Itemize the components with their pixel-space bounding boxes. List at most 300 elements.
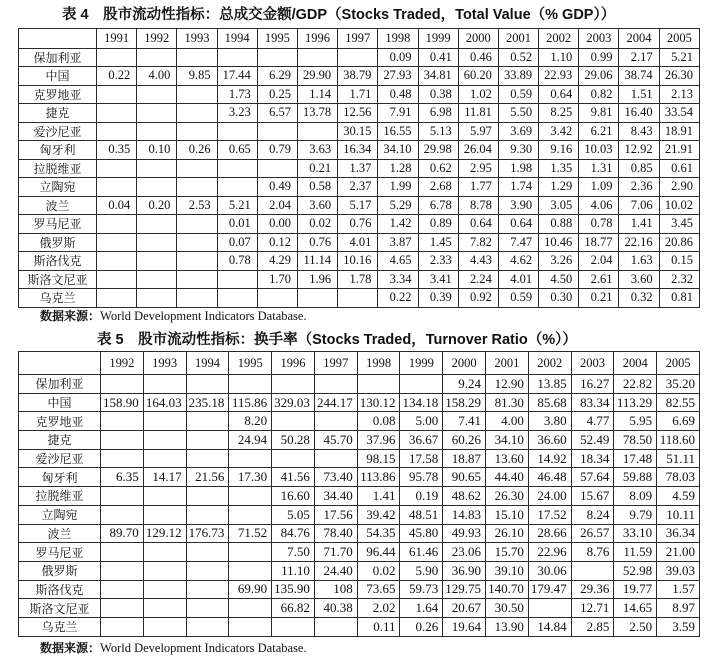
table-row <box>19 617 700 636</box>
table-cell: 57.64 <box>571 468 614 487</box>
table-cell: 8.24 <box>571 505 614 524</box>
table-cell <box>101 431 144 450</box>
table-cell: 4.00 <box>137 67 177 86</box>
table-cell <box>137 178 177 197</box>
table-cell: 10.11 <box>657 505 700 524</box>
table-cell: 1.74 <box>498 178 538 197</box>
table-cell: 158.29 <box>443 393 486 412</box>
year-header: 1992 <box>137 29 177 49</box>
year-header: 1993 <box>177 29 217 49</box>
country-label: 乌克兰 <box>19 289 97 308</box>
table-row <box>19 85 700 104</box>
table-cell: 26.30 <box>659 67 699 86</box>
table-cell: 19.64 <box>443 617 486 636</box>
table-row <box>19 580 700 599</box>
table-cell <box>177 85 217 104</box>
table-cell <box>229 617 272 636</box>
table-cell: 21.00 <box>657 543 700 562</box>
table-cell: 83.34 <box>571 393 614 412</box>
year-header: 1994 <box>186 352 229 375</box>
table-cell: 36.34 <box>657 524 700 543</box>
table-row <box>19 178 700 197</box>
table-cell <box>143 487 186 506</box>
table-cell: 17.58 <box>400 449 443 468</box>
table-cell: 22.16 <box>619 233 659 252</box>
table-cell: 3.63 <box>297 141 337 160</box>
table-cell: 3.45 <box>659 215 699 234</box>
table-cell <box>177 104 217 123</box>
table-cell: 0.52 <box>498 48 538 67</box>
table-cell: 0.78 <box>217 252 257 271</box>
table-cell: 10.46 <box>539 233 579 252</box>
table-cell: 29.90 <box>297 67 337 86</box>
table-cell <box>137 104 177 123</box>
table-cell: 0.21 <box>297 159 337 178</box>
table-cell: 5.13 <box>418 122 458 141</box>
table-cell <box>101 599 144 618</box>
year-header: 1993 <box>143 352 186 375</box>
table-cell: 8.78 <box>458 196 498 215</box>
table-cell: 45.70 <box>314 431 357 450</box>
table-cell: 0.02 <box>297 215 337 234</box>
table-cell: 39.03 <box>657 561 700 580</box>
table-cell: 17.52 <box>528 505 571 524</box>
table-cell: 14.84 <box>528 617 571 636</box>
table-header <box>19 352 700 375</box>
country-label: 波兰 <box>19 196 97 215</box>
table-cell: 0.64 <box>498 215 538 234</box>
table-cell <box>314 617 357 636</box>
table-row <box>19 48 700 67</box>
table-cell: 71.70 <box>314 543 357 562</box>
table-cell: 51.11 <box>657 449 700 468</box>
table-cell: 0.78 <box>579 215 619 234</box>
country-label: 立陶宛 <box>19 178 97 197</box>
table-cell: 11.14 <box>297 252 337 271</box>
table-cell: 108 <box>314 580 357 599</box>
table-cell: 22.96 <box>528 543 571 562</box>
table-cell <box>177 289 217 308</box>
year-header: 1999 <box>418 29 458 49</box>
table-cell <box>143 561 186 580</box>
table-cell: 16.34 <box>338 141 378 160</box>
table-cell <box>137 289 177 308</box>
table-cell: 96.44 <box>357 543 400 562</box>
table-cell: 0.04 <box>97 196 137 215</box>
table-cell: 73.40 <box>314 468 357 487</box>
table-cell: 17.48 <box>614 449 657 468</box>
table-cell <box>177 122 217 141</box>
table-cell: 5.97 <box>458 122 498 141</box>
table-cell: 2.24 <box>458 270 498 289</box>
table-cell: 66.82 <box>272 599 315 618</box>
table-cell: 10.03 <box>579 141 619 160</box>
year-header: 2005 <box>659 29 699 49</box>
table-cell <box>257 122 297 141</box>
table-cell: 5.90 <box>400 561 443 580</box>
year-header: 1992 <box>101 352 144 375</box>
table-cell: 0.11 <box>357 617 400 636</box>
table-row <box>19 122 700 141</box>
table-cell <box>177 233 217 252</box>
table-cell: 21.56 <box>186 468 229 487</box>
table-cell: 1.09 <box>579 178 619 197</box>
table-cell: 0.76 <box>338 215 378 234</box>
table-cell: 14.65 <box>614 599 657 618</box>
table-cell: 0.22 <box>378 289 418 308</box>
table-cell: 0.46 <box>458 48 498 67</box>
table-cell: 3.60 <box>297 196 337 215</box>
table-cell <box>186 561 229 580</box>
table-cell <box>143 431 186 450</box>
table-cell: 6.69 <box>657 412 700 431</box>
table-cell <box>137 122 177 141</box>
table-cell: 52.98 <box>614 561 657 580</box>
table-cell: 176.73 <box>186 524 229 543</box>
table-cell <box>186 449 229 468</box>
table-cell: 38.74 <box>619 67 659 86</box>
table-cell <box>97 48 137 67</box>
table-cell: 20.67 <box>443 599 486 618</box>
table-cell <box>357 375 400 394</box>
table-cell <box>143 617 186 636</box>
table-cell: 36.67 <box>400 431 443 450</box>
table-cell <box>143 543 186 562</box>
source-label: 数据来源： <box>40 309 101 323</box>
table-cell: 73.65 <box>357 580 400 599</box>
table-cell <box>400 375 443 394</box>
table-cell: 2.61 <box>579 270 619 289</box>
table-cell: 0.02 <box>357 561 400 580</box>
table-cell: 29.06 <box>579 67 619 86</box>
table-cell: 26.10 <box>486 524 529 543</box>
table-cell: 1.99 <box>378 178 418 197</box>
table-cell: 1.98 <box>498 159 538 178</box>
table-cell: 6.21 <box>579 122 619 141</box>
table-cell: 10.02 <box>659 196 699 215</box>
country-label: 乌克兰 <box>19 617 101 636</box>
table-cell: 34.40 <box>314 487 357 506</box>
table-cell: 235.18 <box>186 393 229 412</box>
table-cell <box>143 599 186 618</box>
year-header: 2001 <box>486 352 529 375</box>
table-cell: 1.31 <box>579 159 619 178</box>
table-cell <box>177 178 217 197</box>
table-cell <box>186 375 229 394</box>
table-cell <box>528 599 571 618</box>
table-cell: 89.70 <box>101 524 144 543</box>
table-cell: 8.76 <box>571 543 614 562</box>
table-cell: 0.82 <box>579 85 619 104</box>
table-row <box>19 412 700 431</box>
table-cell: 39.42 <box>357 505 400 524</box>
table-cell: 15.67 <box>571 487 614 506</box>
table-cell: 0.59 <box>498 289 538 308</box>
table-cell: 69.90 <box>229 580 272 599</box>
table-cell: 0.64 <box>458 215 498 234</box>
table-cell: 329.03 <box>272 393 315 412</box>
country-label: 拉脱维亚 <box>19 487 101 506</box>
table-cell: 4.29 <box>257 252 297 271</box>
table-cell: 4.06 <box>579 196 619 215</box>
table-cell: 2.04 <box>579 252 619 271</box>
table-cell: 33.10 <box>614 524 657 543</box>
table-cell: 0.12 <box>257 233 297 252</box>
table-cell <box>143 449 186 468</box>
table-cell: 4.43 <box>458 252 498 271</box>
table-cell: 13.78 <box>297 104 337 123</box>
table-cell: 0.65 <box>217 141 257 160</box>
country-label: 斯洛文尼亚 <box>19 270 97 289</box>
table-cell: 4.01 <box>498 270 538 289</box>
total-value-traded-table <box>18 28 700 308</box>
table-cell: 18.77 <box>579 233 619 252</box>
table-cell: 2.50 <box>614 617 657 636</box>
table-cell: 20.86 <box>659 233 699 252</box>
table-cell: 9.79 <box>614 505 657 524</box>
table-cell: 115.86 <box>229 393 272 412</box>
year-header: 1998 <box>357 352 400 375</box>
table-cell: 9.24 <box>443 375 486 394</box>
table-cell: 1.45 <box>418 233 458 252</box>
table-cell: 4.62 <box>498 252 538 271</box>
year-header: 1994 <box>217 29 257 49</box>
table-cell: 3.59 <box>657 617 700 636</box>
table-cell: 3.90 <box>498 196 538 215</box>
table-cell: 1.64 <box>400 599 443 618</box>
year-header: 2001 <box>498 29 538 49</box>
table-cell <box>177 252 217 271</box>
table-cell <box>272 375 315 394</box>
table-cell: 2.95 <box>458 159 498 178</box>
year-header: 2003 <box>571 352 614 375</box>
table-cell: 6.57 <box>257 104 297 123</box>
table-cell: 5.17 <box>338 196 378 215</box>
table-cell: 81.30 <box>486 393 529 412</box>
table-cell: 0.07 <box>217 233 257 252</box>
table-cell: 0.26 <box>177 141 217 160</box>
table-cell: 33.89 <box>498 67 538 86</box>
table-cell: 3.69 <box>498 122 538 141</box>
table-cell <box>272 617 315 636</box>
table-cell: 14.92 <box>528 449 571 468</box>
table-cell: 30.50 <box>486 599 529 618</box>
table-cell: 24.00 <box>528 487 571 506</box>
table-cell: 8.09 <box>614 487 657 506</box>
table-cell: 140.70 <box>486 580 529 599</box>
table-row <box>19 431 700 450</box>
turnover-ratio-table <box>18 351 700 637</box>
table-cell: 82.55 <box>657 393 700 412</box>
table-cell: 7.06 <box>619 196 659 215</box>
table-cell: 0.85 <box>619 159 659 178</box>
table-cell: 14.83 <box>443 505 486 524</box>
table-cell: 19.77 <box>614 580 657 599</box>
table-cell <box>217 159 257 178</box>
table-cell: 0.64 <box>539 85 579 104</box>
table-cell: 1.70 <box>257 270 297 289</box>
table-cell: 0.88 <box>539 215 579 234</box>
table-cell: 0.01 <box>217 215 257 234</box>
table-cell: 54.35 <box>357 524 400 543</box>
table-cell: 50.28 <box>272 431 315 450</box>
year-header: 1995 <box>229 352 272 375</box>
table-cell: 129.12 <box>143 524 186 543</box>
table-cell: 78.03 <box>657 468 700 487</box>
table-cell: 40.38 <box>314 599 357 618</box>
table-cell: 1.41 <box>357 487 400 506</box>
table-cell: 30.06 <box>528 561 571 580</box>
country-label: 捷克 <box>19 104 97 123</box>
table-5-source-note <box>40 641 307 655</box>
table-cell: 5.95 <box>614 412 657 431</box>
table-row <box>19 375 700 394</box>
table-cell: 0.39 <box>418 289 458 308</box>
table-cell: 2.68 <box>418 178 458 197</box>
year-header: 2000 <box>458 29 498 49</box>
table-cell: 84.76 <box>272 524 315 543</box>
table-cell <box>186 599 229 618</box>
country-label: 爱沙尼亚 <box>19 449 101 468</box>
year-header: 2000 <box>443 352 486 375</box>
table-cell: 14.17 <box>143 468 186 487</box>
table-cell: 11.81 <box>458 104 498 123</box>
country-label: 爱沙尼亚 <box>19 122 97 141</box>
country-label: 拉脱维亚 <box>19 159 97 178</box>
table-cell: 3.34 <box>378 270 418 289</box>
table-cell: 48.51 <box>400 505 443 524</box>
table-row <box>19 67 700 86</box>
year-header: 2004 <box>619 29 659 49</box>
table-cell: 0.81 <box>659 289 699 308</box>
table-cell: 0.15 <box>659 252 699 271</box>
country-label: 中国 <box>19 67 97 86</box>
table-cell: 8.97 <box>657 599 700 618</box>
table-cell: 1.73 <box>217 85 257 104</box>
table-cell <box>101 449 144 468</box>
table-row <box>19 524 700 543</box>
table-row <box>19 141 700 160</box>
country-label: 罗马尼亚 <box>19 215 97 234</box>
table-cell: 11.10 <box>272 561 315 580</box>
corner-cell <box>19 352 101 375</box>
table-cell: 3.42 <box>539 122 579 141</box>
table-cell: 2.85 <box>571 617 614 636</box>
table-cell: 8.43 <box>619 122 659 141</box>
table-cell: 5.21 <box>659 48 699 67</box>
table-cell: 1.96 <box>297 270 337 289</box>
table-cell: 135.90 <box>272 580 315 599</box>
table-cell: 11.59 <box>614 543 657 562</box>
table-cell: 244.17 <box>314 393 357 412</box>
country-label: 斯洛文尼亚 <box>19 599 101 618</box>
table-cell <box>257 159 297 178</box>
table-cell <box>338 289 378 308</box>
table-cell: 2.53 <box>177 196 217 215</box>
table-cell <box>297 122 337 141</box>
table-cell: 26.04 <box>458 141 498 160</box>
table-cell: 1.41 <box>619 215 659 234</box>
table-cell: 22.93 <box>539 67 579 86</box>
table-cell: 0.58 <box>297 178 337 197</box>
table-cell: 0.62 <box>418 159 458 178</box>
table-cell: 1.71 <box>338 85 378 104</box>
table-cell: 17.56 <box>314 505 357 524</box>
table-cell: 5.29 <box>378 196 418 215</box>
table-4-source-note <box>40 309 307 323</box>
table-cell: 0.61 <box>659 159 699 178</box>
table-cell <box>257 289 297 308</box>
table-cell: 61.46 <box>400 543 443 562</box>
year-header: 2002 <box>528 352 571 375</box>
table-cell <box>137 159 177 178</box>
table-cell: 2.90 <box>659 178 699 197</box>
country-label: 捷克 <box>19 431 101 450</box>
table-cell: 24.40 <box>314 561 357 580</box>
table-cell <box>177 48 217 67</box>
table-row <box>19 468 700 487</box>
table-cell: 0.38 <box>418 85 458 104</box>
country-label: 保加利亚 <box>19 48 97 67</box>
table-cell: 4.50 <box>539 270 579 289</box>
table-cell: 60.20 <box>458 67 498 86</box>
header-row <box>19 29 700 49</box>
table-cell <box>217 48 257 67</box>
table-cell <box>101 580 144 599</box>
table-cell <box>177 159 217 178</box>
table-cell <box>101 375 144 394</box>
table-cell: 118.60 <box>657 431 700 450</box>
table-cell <box>338 48 378 67</box>
table-row <box>19 449 700 468</box>
year-header: 2003 <box>579 29 619 49</box>
table-cell: 8.25 <box>539 104 579 123</box>
table-cell <box>101 505 144 524</box>
table-cell <box>101 412 144 431</box>
table-cell: 26.30 <box>486 487 529 506</box>
table-cell <box>314 412 357 431</box>
table-cell: 0.59 <box>498 85 538 104</box>
table-cell: 10.16 <box>338 252 378 271</box>
table-cell <box>137 215 177 234</box>
table-cell: 130.12 <box>357 393 400 412</box>
source-label: 数据来源： <box>40 641 101 655</box>
table-cell: 9.16 <box>539 141 579 160</box>
table-cell <box>101 487 144 506</box>
country-label: 克罗地亚 <box>19 85 97 104</box>
table-cell: 1.57 <box>657 580 700 599</box>
table-cell: 17.44 <box>217 67 257 86</box>
table-cell: 9.30 <box>498 141 538 160</box>
table-cell: 9.85 <box>177 67 217 86</box>
source-text: World Development Indicators Database. <box>100 641 307 655</box>
table-cell: 0.79 <box>257 141 297 160</box>
table-cell: 0.26 <box>400 617 443 636</box>
table-cell <box>229 599 272 618</box>
table-cell: 26.57 <box>571 524 614 543</box>
table-cell: 34.81 <box>418 67 458 86</box>
table-cell: 22.82 <box>614 375 657 394</box>
table-cell: 28.66 <box>528 524 571 543</box>
table-cell <box>186 580 229 599</box>
table-cell: 6.35 <box>101 468 144 487</box>
table-cell: 18.91 <box>659 122 699 141</box>
country-label: 罗马尼亚 <box>19 543 101 562</box>
table-cell <box>217 122 257 141</box>
table-cell: 7.41 <box>443 412 486 431</box>
table-cell: 12.56 <box>338 104 378 123</box>
table-cell: 1.77 <box>458 178 498 197</box>
